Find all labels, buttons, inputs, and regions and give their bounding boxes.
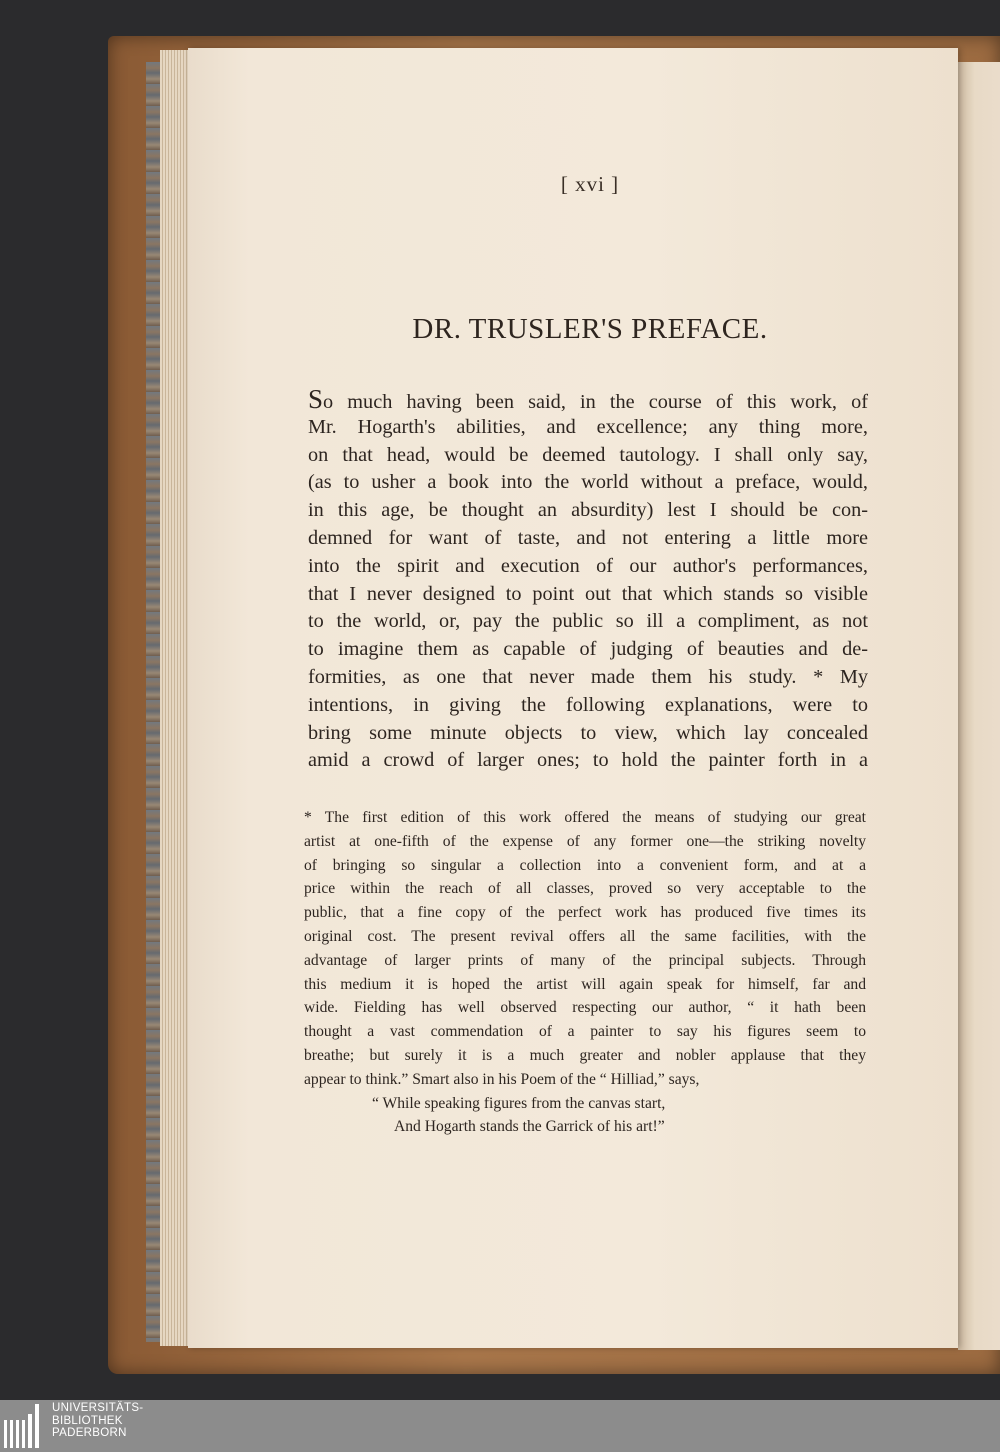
body-line: (as to usher a book into the world without a preface, would, <box>308 471 868 494</box>
body-line: into the spirit and execution of our author's performances, <box>308 554 868 577</box>
body-line: intentions, in giving the following explanations, were to <box>308 693 868 716</box>
body-line: bring some minute objects to view, which lay concealed <box>308 721 868 744</box>
footnote-line: advantage of larger prints of many of the principal subjects. Through <box>304 951 866 969</box>
facing-page-edge <box>958 62 1000 1350</box>
library-name-line: UNIVERSITÄTS- <box>52 1402 144 1414</box>
footnote-line: artist at one-fifth of the expense of any former one—the striking novelty <box>304 832 866 850</box>
body-line: to the world, or, pay the public so ill a compliment, as not <box>308 610 868 633</box>
marbled-endpaper <box>146 62 160 1342</box>
footnote <box>304 806 866 1092</box>
footnote-line: price within the reach of all classes, proved so very acceptable to the <box>304 880 866 898</box>
library-footer-bar <box>0 1400 1000 1452</box>
body-line: demned for want of taste, and not entering a little more <box>308 526 868 549</box>
library-name <box>52 1402 143 1440</box>
footnote-line: of bringing so singular a collection into a convenient form, and at a <box>304 856 866 874</box>
barcode-logo-icon <box>4 1404 44 1448</box>
page-stack-edge <box>160 50 190 1346</box>
footnote-line: original cost. The present revival offers all the same facilities, with the <box>304 927 866 945</box>
footnote-line: thought a vast commendation of a painter to say his figures seem to <box>304 1023 866 1041</box>
body-line: to imagine them as capable of judging of beauties and de- <box>308 638 868 661</box>
library-name-line: PADERBORN <box>52 1427 127 1439</box>
body-text <box>308 386 868 775</box>
quote-line: And Hogarth stands the Garrick of his art!” <box>394 1118 665 1135</box>
footnote-line: breathe; but surely it is a much greater and nobler applause that they <box>304 1046 866 1064</box>
body-line: amid a crowd of larger ones; to hold the painter forth in a <box>308 749 868 772</box>
footnote-line: appear to think.” Smart also in his Poem of the “ Hilliad,” says, <box>304 1070 700 1088</box>
library-name-line: BIBLIOTHEK <box>52 1414 123 1427</box>
body-line: formities, as one that never made them his study. * My <box>308 665 868 688</box>
footnote-line: public, that a fine copy of the perfect work has produced five times its <box>304 904 866 922</box>
body-line: So much having been said, in the course of this work, of <box>308 384 868 414</box>
verse-quote <box>372 1092 792 1138</box>
body-line: Mr. Hogarth's abilities, and excellence; any thing more, <box>308 415 868 438</box>
body-line: that I never designed to point out that which stands so visible <box>308 582 868 605</box>
quote-line: “ While speaking figures from the canvas start, <box>372 1095 666 1112</box>
running-head: [ xvi ] <box>560 172 620 196</box>
footnote-line: this medium it is hoped the artist will again speak for himself, far and <box>304 975 866 993</box>
footnote-line: * The first edition of this work offered the means of studying our great <box>304 809 866 826</box>
initial-letter: S <box>308 384 324 414</box>
footnote-line: wide. Fielding has well observed respecting our author, “ it hath been <box>304 999 866 1017</box>
body-line: in this age, be thought an absurdity) lest I should be con- <box>308 499 868 522</box>
body-line: on that head, would be deemed tautology. I shall only say, <box>308 443 868 466</box>
page-title: DR. TRUSLER'S PREFACE. <box>412 313 768 345</box>
